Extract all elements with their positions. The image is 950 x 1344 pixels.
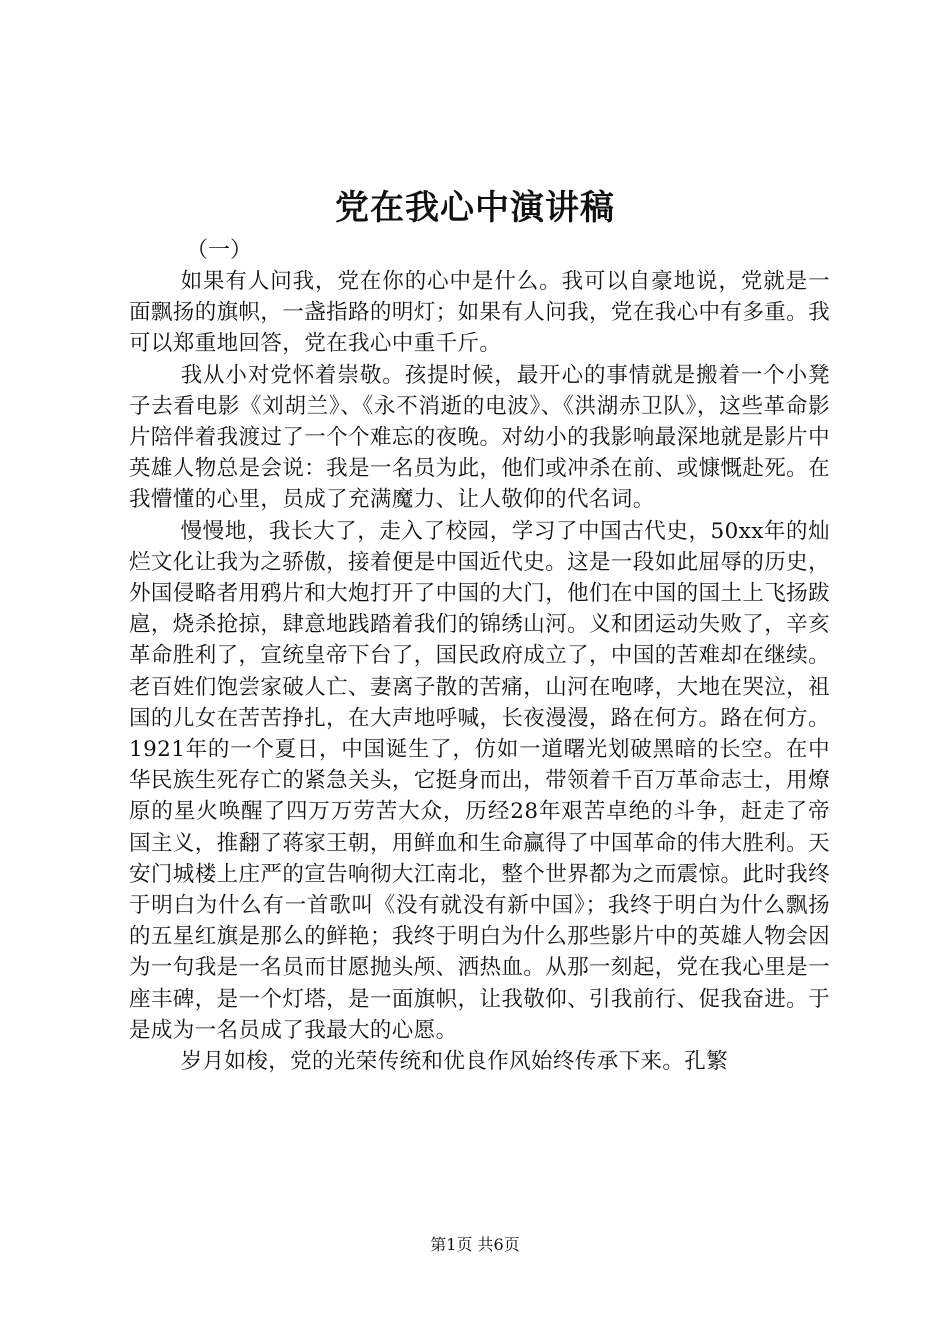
document-title: 党在我心中演讲稿 (335, 188, 615, 228)
paragraph-4: 岁月如梭，党的光荣传统和优良作风始终传承下来。孔繁 (180, 1049, 729, 1075)
page-footer: 第1页 共6页 (430, 1235, 520, 1254)
paragraph-2: 我从小对党怀着崇敬。孩提时候，最开心的事情就是搬着一个小凳子去看电影《刘胡兰》、《永不消逝的电波》、《洪湖赤卫队》，这些革命影片陪伴着我渡过了一个个难忘的夜晚。对幼小的我影响最深地就是影片中英雄人物总是会说：我是一名员为此，他们或冲杀在前、或慷慨赴死。在我懵懂的心里，员成了充满魔力、让人敬仰的代名词。 (129, 362, 830, 513)
paragraph-1: 如果有人问我，党在你的心中是什么。我可以自豪地说，党就是一面飘扬的旗帜，一盏指路的明灯；如果有人问我，党在我心中有多重。我可以郑重地回答，党在我心中重千斤。 (129, 269, 830, 357)
document-body (129, 266, 830, 1077)
section-label: （一） (186, 238, 253, 263)
paragraph-3: 慢慢地，我长大了，走入了校园，学习了中国古代史，50xx年的灿烂文化让我为之骄傲，接着便是中国近代史。这是一段如此屈辱的历史，外国侵略者用鸦片和大炮打开了中国的大门，他们在中国的国土上飞扬跋扈，烧杀抢掠，肆意地践踏着我们的锦绣山河。义和团运动失败了，辛亥革命胜利了，宣统皇帝下台了，国民政府成立了，中国的苦难却在继续。老百姓们饱尝家破人亡、妻离子散的苦痛，山河在咆哮，大地在哭泣，祖国的儿女在苦苦挣扎，在大声地呼喊，长夜漫漫，路在何方。路在何方。1921年的一个夏日，中国诞生了，仿如一道曙光划破黑暗的长空。在中华民族生死存亡的紧急关头，它挺身而出，带领着千百万革命志士，用燎原的星火唤醒了四万万劳苦大众，历经28年艰苦卓绝的斗争，赶走了帝国主义，推翻了蒋家王朝，用鲜血和生命赢得了中国革命的伟大胜利。天安门城楼上庄严的宣告响彻大江南北，整个世界都为之而震惊。此时我终于明白为什么有一首歌叫《没有就没有新中国》；我终于明白为什么飘扬的五星红旗是那么的鲜艳；我终于明白为什么那些影片中的英雄人物会因为一句我是一名员而甘愿抛头颅、洒热血。从那一刻起，党在我心里是一座丰碑，是一个灯塔，是一面旗帜，让我敬仰、引我前行、促我奋进。于是成为一名员成了我最大的心愿。 (129, 518, 830, 1043)
